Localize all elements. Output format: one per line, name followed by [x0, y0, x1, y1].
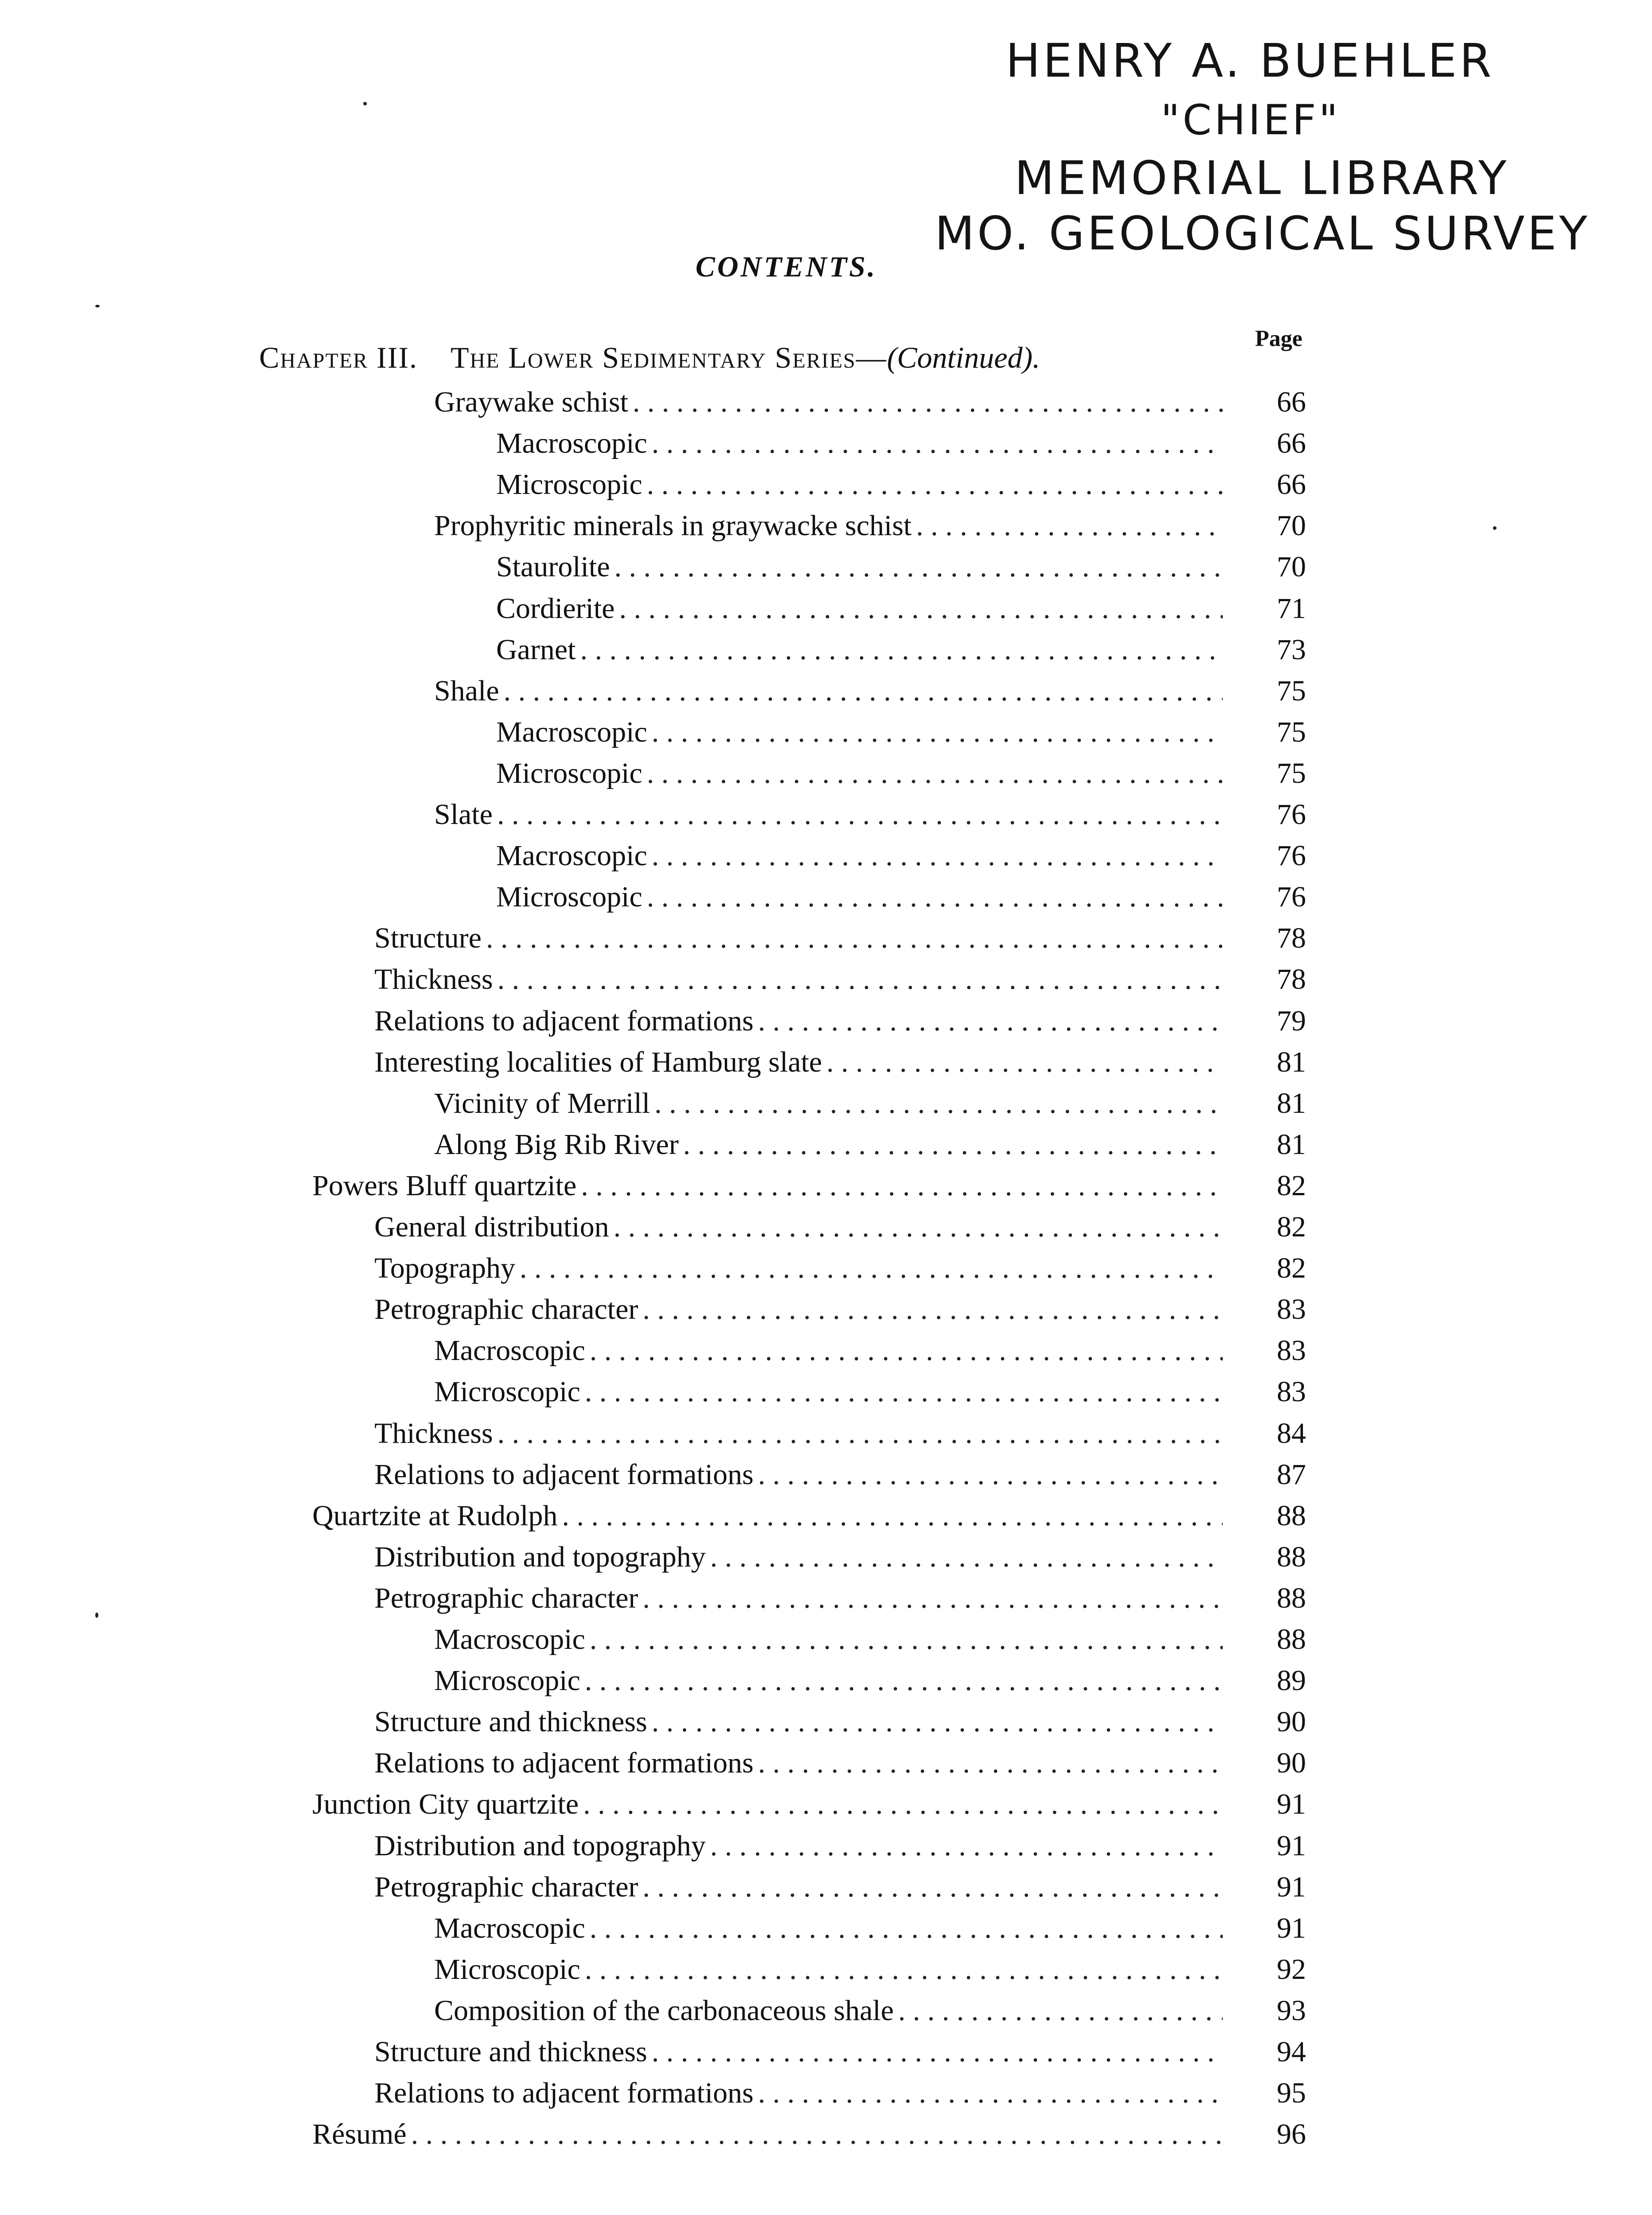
toc-entry — [0, 1870, 1306, 1911]
toc-entry-page: 82 — [1277, 1211, 1306, 1243]
toc-entry-label: Petrographic character — [374, 1870, 638, 1903]
toc-entry — [0, 468, 1306, 509]
toc-entry-label: Junction City quartzite — [312, 1788, 579, 1821]
toc-entry-label: Graywake schist — [434, 386, 629, 418]
toc-entry-page: 75 — [1277, 674, 1306, 707]
toc-entry-label: Staurolite — [496, 551, 610, 583]
toc-entry-label: Macroscopic — [496, 427, 647, 460]
toc-entry — [0, 592, 1306, 633]
toc-entry — [0, 1045, 1306, 1086]
toc-entry — [0, 1746, 1306, 1787]
toc-entry-label: Thickness — [374, 963, 493, 996]
toc-entry-page: 75 — [1277, 757, 1306, 789]
toc-entry-label: Relations to adjacent formations — [374, 1004, 754, 1037]
dot-leader — [758, 1004, 1223, 1038]
toc-entry-page: 83 — [1277, 1376, 1306, 1408]
toc-entry-page: 76 — [1277, 839, 1306, 872]
toc-entry-page: 82 — [1277, 1252, 1306, 1285]
dot-leader — [683, 1128, 1223, 1162]
toc-entry-page: 91 — [1277, 1912, 1306, 1944]
stamp-line-4: MO. GEOLOGICAL SURVEY — [935, 206, 1590, 260]
toc-entry-label: Macroscopic — [434, 1623, 585, 1655]
toc-entry-label: Distribution and topography — [374, 1540, 706, 1573]
dot-leader — [710, 1829, 1223, 1863]
toc-entry-page: 81 — [1277, 1045, 1306, 1078]
toc-entry-label: Relations to adjacent formations — [374, 1747, 754, 1780]
toc-entry — [0, 2076, 1306, 2117]
dot-leader — [580, 633, 1223, 667]
dot-leader — [583, 1788, 1223, 1821]
toc-entry-label: Powers Bluff quartzite — [312, 1169, 577, 1202]
toc-entry — [0, 1087, 1306, 1127]
stamp-line-1: HENRY A. BUEHLER — [1006, 34, 1494, 88]
dot-leader — [486, 921, 1223, 955]
toc-entry-page: 84 — [1277, 1417, 1306, 1449]
toc-entry — [0, 1540, 1306, 1581]
toc-entry — [0, 1788, 1306, 1828]
toc-entry — [0, 963, 1306, 1003]
toc-entry-label: Relations to adjacent formations — [374, 2077, 754, 2110]
dot-leader — [614, 1210, 1223, 1244]
toc-entry — [0, 1210, 1306, 1251]
toc-entry-page: 94 — [1277, 2036, 1306, 2068]
scan-speck — [363, 102, 367, 105]
toc-entry-page: 70 — [1277, 509, 1306, 542]
toc-entry-label: Structure — [374, 922, 482, 955]
toc-entry — [0, 1623, 1306, 1663]
dot-leader — [652, 715, 1223, 749]
toc-entry — [0, 715, 1306, 756]
dot-leader — [504, 674, 1223, 708]
dot-leader — [590, 1623, 1223, 1656]
dot-leader — [520, 1251, 1223, 1285]
dot-leader — [652, 2035, 1223, 2069]
toc-entry-page: 71 — [1277, 592, 1306, 625]
toc-entry — [0, 1912, 1306, 1952]
toc-entry-page: 89 — [1277, 1664, 1306, 1697]
toc-entry-label: Microscopic — [434, 1376, 580, 1408]
stamp-line-2: "CHIEF" — [1161, 96, 1341, 144]
dot-leader — [590, 1912, 1223, 1945]
toc-entry-label: Relations to adjacent formations — [374, 1458, 754, 1491]
toc-entry-label: Petrographic character — [374, 1582, 638, 1614]
toc-entry-label: Macroscopic — [434, 1912, 585, 1944]
dot-leader — [498, 963, 1223, 996]
dot-leader — [710, 1540, 1223, 1574]
toc-entry-page: 87 — [1277, 1458, 1306, 1491]
dot-leader — [642, 1293, 1223, 1326]
dot-leader — [758, 1746, 1223, 1780]
dot-leader — [916, 509, 1223, 543]
toc-entry-page: 66 — [1277, 386, 1306, 418]
toc-entry-page: 66 — [1277, 427, 1306, 460]
toc-entry-page: 95 — [1277, 2077, 1306, 2110]
toc-entry-label: General distribution — [374, 1211, 609, 1243]
toc-entry-page: 76 — [1277, 798, 1306, 831]
toc-entry — [0, 880, 1306, 921]
toc-entry-page: 90 — [1277, 1747, 1306, 1780]
toc-entry-label: Slate — [434, 798, 493, 831]
toc-entry-label: Shale — [434, 674, 499, 707]
dot-leader — [585, 1375, 1223, 1409]
toc-entry-page: 83 — [1277, 1334, 1306, 1367]
toc-entry-label: Macroscopic — [496, 715, 647, 748]
toc-entry — [0, 550, 1306, 591]
toc-entry — [0, 1334, 1306, 1375]
toc-entry-label: Macroscopic — [496, 839, 647, 872]
toc-entry-label: Microscopic — [434, 1953, 580, 1986]
dot-leader — [562, 1499, 1223, 1533]
toc-entry-label: Cordierite — [496, 592, 615, 625]
toc-entry-label: Along Big Rib River — [434, 1128, 679, 1161]
toc-entry-label: Résumé — [312, 2118, 407, 2151]
toc-entry — [0, 921, 1306, 962]
toc-entry — [0, 2118, 1306, 2158]
scan-speck — [1493, 526, 1497, 530]
toc-entry — [0, 1251, 1306, 1292]
toc-entry-page: 91 — [1277, 1788, 1306, 1821]
stamp-line-3: MEMORIAL LIBRARY — [1015, 151, 1509, 205]
toc-entry — [0, 839, 1306, 880]
toc-entry — [0, 674, 1306, 715]
dot-leader — [758, 2076, 1223, 2110]
dot-leader — [614, 550, 1223, 584]
dot-leader — [498, 1417, 1223, 1450]
toc-entry — [0, 1169, 1306, 1210]
toc-entry-label: Distribution and topography — [374, 1829, 706, 1862]
toc-entry-page: 83 — [1277, 1293, 1306, 1326]
toc-entry-label: Microscopic — [434, 1664, 580, 1697]
toc-entry-page: 93 — [1277, 1994, 1306, 2027]
toc-entry-label: Vicinity of Merrill — [434, 1087, 650, 1119]
chapter-number: Chapter III. — [259, 341, 418, 374]
toc-entry-page: 88 — [1277, 1540, 1306, 1573]
toc-entry — [0, 1829, 1306, 1870]
toc-entry — [0, 757, 1306, 797]
dot-leader — [827, 1045, 1223, 1079]
toc-entry — [0, 2035, 1306, 2076]
toc-entry-page: 90 — [1277, 1706, 1306, 1738]
toc-entry — [0, 427, 1306, 467]
toc-entry — [0, 385, 1306, 426]
toc-entry-label: Microscopic — [496, 468, 642, 501]
toc-entry-label: Structure and thickness — [374, 2036, 647, 2068]
toc-entry-label: Topography — [374, 1252, 515, 1285]
toc-entry — [0, 1458, 1306, 1499]
toc-entry — [0, 1417, 1306, 1457]
toc-entry-page: 81 — [1277, 1087, 1306, 1119]
dot-leader — [642, 1870, 1223, 1904]
toc-entry-page: 92 — [1277, 1953, 1306, 1986]
toc-entry — [0, 1994, 1306, 2035]
dot-leader — [758, 1458, 1223, 1492]
page-column-label: Page — [1255, 326, 1302, 351]
dot-leader — [647, 757, 1223, 790]
toc-entry — [0, 1375, 1306, 1416]
toc-entry — [0, 1004, 1306, 1045]
toc-entry-label: Petrographic character — [374, 1293, 638, 1326]
toc-entry — [0, 1705, 1306, 1746]
toc-entry-label: Microscopic — [496, 757, 642, 789]
toc-entry-page: 81 — [1277, 1128, 1306, 1161]
scan-speck — [95, 1613, 98, 1618]
toc-entry-page: 91 — [1277, 1829, 1306, 1862]
toc-entry-page: 70 — [1277, 551, 1306, 583]
toc-entry-label: Macroscopic — [434, 1334, 585, 1367]
dot-leader — [619, 592, 1223, 626]
toc-entry-page: 88 — [1277, 1582, 1306, 1614]
dot-leader — [585, 1664, 1223, 1698]
dot-leader — [411, 2118, 1223, 2151]
toc-entry-page: 73 — [1277, 633, 1306, 666]
toc-entry-page: 96 — [1277, 2118, 1306, 2151]
chapter-title: The Lower Sedimentary Series— — [450, 341, 887, 374]
toc-entry-page: 82 — [1277, 1169, 1306, 1202]
toc-entry — [0, 1953, 1306, 1994]
toc-entry-page: 88 — [1277, 1623, 1306, 1655]
dot-leader — [590, 1334, 1223, 1368]
dot-leader — [585, 1953, 1223, 1986]
dot-leader — [647, 468, 1223, 501]
toc-entry — [0, 1582, 1306, 1622]
dot-leader — [497, 798, 1223, 832]
toc-entry — [0, 1664, 1306, 1705]
toc-entry-label: Composition of the carbonaceous shale — [434, 1994, 894, 2027]
toc-entry — [0, 509, 1306, 550]
dot-leader — [654, 1087, 1223, 1120]
toc-entry-label: Prophyritic minerals in graywacke schist — [434, 509, 912, 542]
dot-leader — [581, 1169, 1223, 1203]
toc-entry-label: Garnet — [496, 633, 576, 666]
dot-leader — [633, 385, 1223, 419]
toc-entry-page: 76 — [1277, 881, 1306, 913]
toc-entry — [0, 1293, 1306, 1333]
dot-leader — [647, 880, 1223, 914]
toc-entry-label: Quartzite at Rudolph — [312, 1499, 558, 1532]
toc-entry-page: 78 — [1277, 922, 1306, 955]
chapter-continued: (Continued). — [887, 341, 1040, 374]
toc-entry-label: Interesting localities of Hamburg slate — [374, 1045, 822, 1078]
toc-entry-label: Structure and thickness — [374, 1706, 647, 1738]
toc-entry-page: 66 — [1277, 468, 1306, 501]
toc-entry — [0, 1499, 1306, 1540]
toc-entry-page: 79 — [1277, 1004, 1306, 1037]
dot-leader — [652, 1705, 1223, 1739]
scan-speck — [95, 305, 100, 307]
toc-entry-page: 91 — [1277, 1870, 1306, 1903]
toc-entry-page: 88 — [1277, 1499, 1306, 1532]
toc-entry-label: Thickness — [374, 1417, 493, 1449]
toc-entry-label: Microscopic — [496, 881, 642, 913]
dot-leader — [642, 1582, 1223, 1615]
dot-leader — [652, 427, 1223, 460]
dot-leader — [898, 1994, 1223, 2028]
dot-leader — [652, 839, 1223, 873]
toc-entry-page: 75 — [1277, 715, 1306, 748]
toc-entry — [0, 1128, 1306, 1169]
toc-entry — [0, 798, 1306, 839]
contents-heading: CONTENTS. — [696, 251, 877, 283]
toc-entry-page: 78 — [1277, 963, 1306, 996]
toc-entry — [0, 633, 1306, 674]
